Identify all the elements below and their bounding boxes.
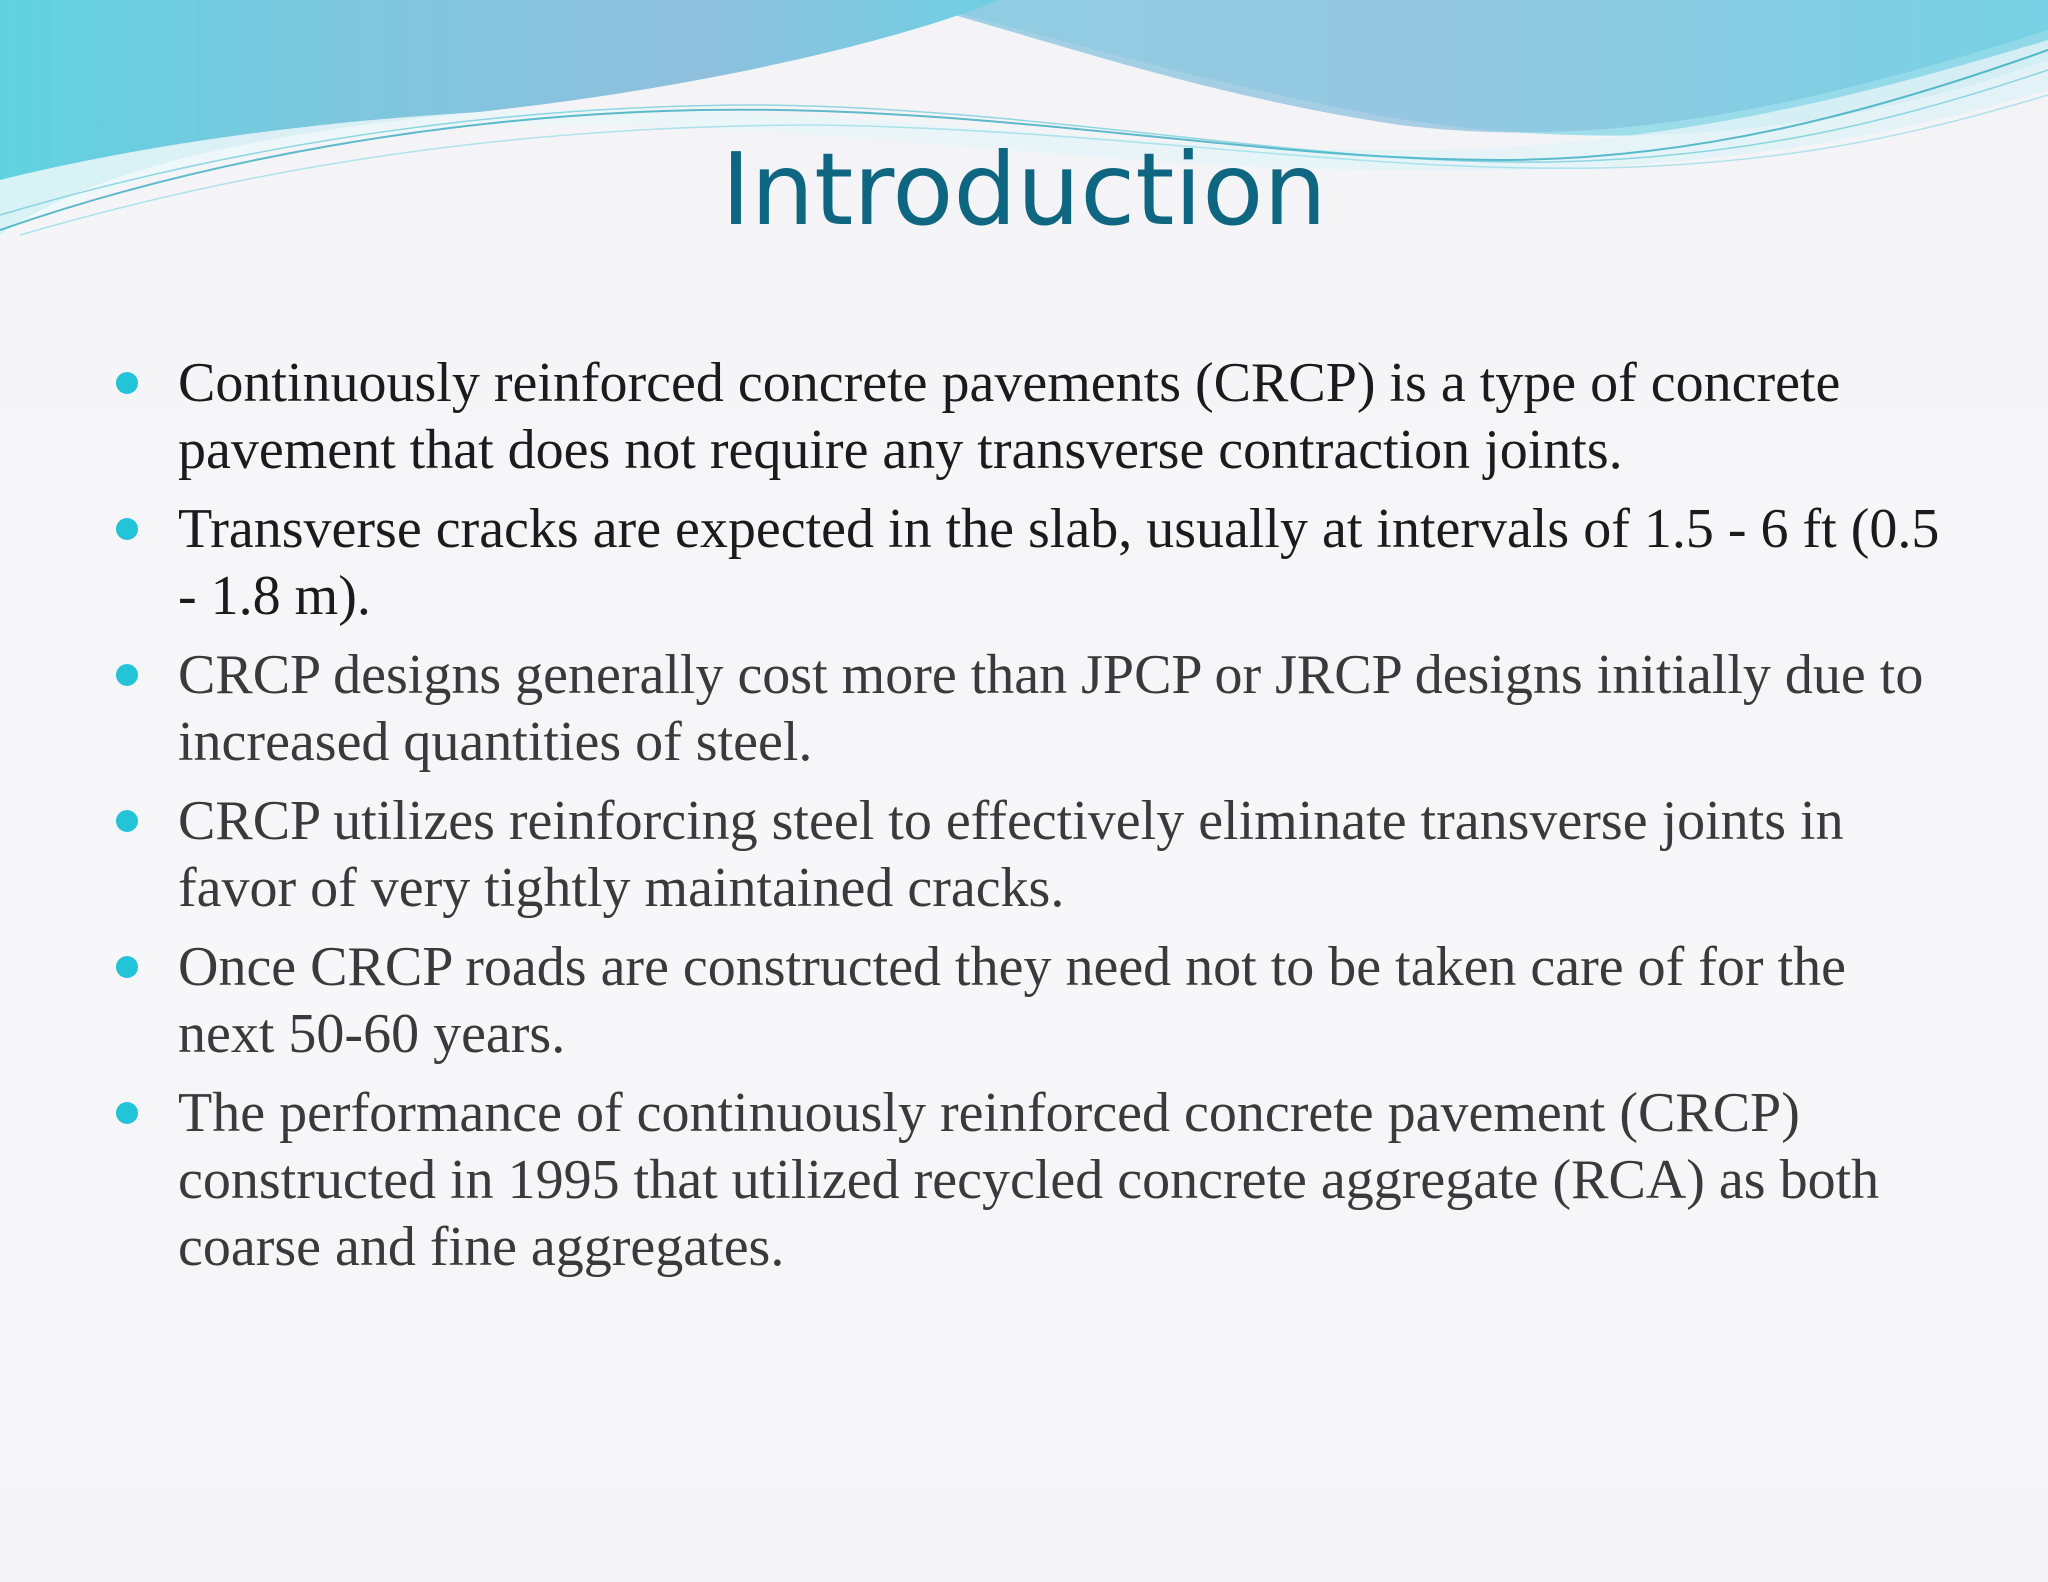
bullet-item [110, 1080, 1940, 1281]
bullet-icon [116, 518, 138, 540]
bullet-icon [116, 664, 138, 686]
bullet-text: Continuously reinforced concrete pavements (CRCP) is a type of concrete pavement that does not require any transverse contraction joints. [178, 352, 1841, 481]
bullet-item [110, 642, 1940, 776]
bullet-text: CRCP utilizes reinforcing steel to effectively eliminate transverse joints in favor of very tightly maintained cracks. [178, 790, 1844, 919]
slide-title: Introduction [721, 131, 1327, 248]
bullet-text: CRCP designs generally cost more than JPCP or JRCP designs initially due to increased quantities of steel. [178, 644, 1924, 773]
bullet-icon [116, 810, 138, 832]
bullet-item [110, 350, 1940, 484]
bullet-icon [116, 956, 138, 978]
bullet-item [110, 934, 1940, 1068]
bullet-text: Transverse cracks are expected in the slab, usually at intervals of 1.5 - 6 ft (0.5 - 1.8 m). [178, 498, 1940, 627]
bullet-list [110, 350, 1940, 1293]
bullet-text: The performance of continuously reinforced concrete pavement (CRCP) constructed in 1995 that utilized recycled concrete aggregate (RCA) as both coarse and fine aggregates. [178, 1082, 1880, 1278]
bullet-item [110, 788, 1940, 922]
bullet-text: Once CRCP roads are constructed they need not to be taken care of for the next 50-60 years. [178, 936, 1846, 1065]
bullet-item [110, 496, 1940, 630]
bullet-icon [116, 372, 138, 394]
bullet-icon [116, 1102, 138, 1124]
